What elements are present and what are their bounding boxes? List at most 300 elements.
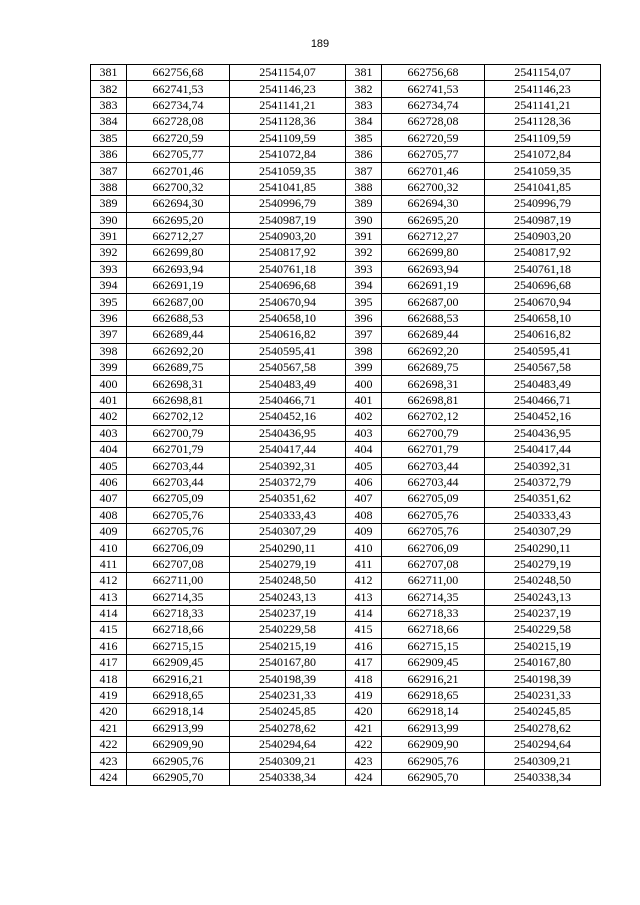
point-number-cell: 394	[346, 278, 382, 294]
table-row	[346, 261, 601, 277]
x-coordinate-cell: 662701,46	[382, 163, 485, 179]
x-coordinate-cell: 662700,32	[127, 179, 230, 195]
table-row	[91, 622, 346, 638]
table-row	[91, 130, 346, 146]
x-coordinate-cell: 662909,90	[127, 737, 230, 753]
x-coordinate-cell: 662695,20	[382, 212, 485, 228]
table-row	[346, 392, 601, 408]
point-number-cell: 407	[346, 491, 382, 507]
table-row	[91, 409, 346, 425]
table-row	[346, 507, 601, 523]
x-coordinate-cell: 662756,68	[127, 65, 230, 81]
x-coordinate-cell: 662714,35	[127, 589, 230, 605]
point-number-cell: 392	[91, 245, 127, 261]
y-coordinate-cell: 2540215,19	[230, 638, 346, 654]
x-coordinate-cell: 662909,90	[382, 737, 485, 753]
table-row	[91, 278, 346, 294]
x-coordinate-cell: 662702,12	[382, 409, 485, 425]
point-number-cell: 399	[346, 360, 382, 376]
y-coordinate-cell: 2540392,31	[230, 458, 346, 474]
x-coordinate-cell: 662698,31	[382, 376, 485, 392]
y-coordinate-cell: 2540229,58	[485, 622, 601, 638]
x-coordinate-cell: 662712,27	[382, 228, 485, 244]
point-number-cell: 421	[91, 720, 127, 736]
x-coordinate-cell: 662699,80	[382, 245, 485, 261]
table-row	[346, 81, 601, 97]
point-number-cell: 398	[91, 343, 127, 359]
point-number-cell: 382	[346, 81, 382, 97]
x-coordinate-cell: 662692,20	[382, 343, 485, 359]
point-number-cell: 389	[346, 196, 382, 212]
y-coordinate-cell: 2540245,85	[485, 704, 601, 720]
point-number-cell: 395	[346, 294, 382, 310]
x-coordinate-cell: 662692,20	[127, 343, 230, 359]
x-coordinate-cell: 662918,14	[382, 704, 485, 720]
x-coordinate-cell: 662728,08	[127, 114, 230, 130]
y-coordinate-cell: 2541154,07	[485, 65, 601, 81]
y-coordinate-cell: 2540658,10	[230, 310, 346, 326]
x-coordinate-cell: 662705,76	[127, 523, 230, 539]
y-coordinate-cell: 2540245,85	[230, 704, 346, 720]
point-number-cell: 392	[346, 245, 382, 261]
point-number-cell: 391	[91, 228, 127, 244]
x-coordinate-cell: 662705,77	[127, 146, 230, 162]
table-row	[346, 753, 601, 769]
x-coordinate-cell: 662694,30	[127, 196, 230, 212]
table-row	[91, 753, 346, 769]
table-row	[346, 687, 601, 703]
x-coordinate-cell: 662691,19	[127, 278, 230, 294]
y-coordinate-cell: 2541109,59	[230, 130, 346, 146]
table-row	[346, 704, 601, 720]
point-number-cell: 390	[346, 212, 382, 228]
x-coordinate-cell: 662756,68	[382, 65, 485, 81]
point-number-cell: 421	[346, 720, 382, 736]
point-number-cell: 413	[346, 589, 382, 605]
x-coordinate-cell: 662706,09	[127, 540, 230, 556]
point-number-cell: 419	[346, 687, 382, 703]
y-coordinate-cell: 2540903,20	[230, 228, 346, 244]
table-row	[346, 376, 601, 392]
table-row	[91, 507, 346, 523]
table-row	[91, 261, 346, 277]
x-coordinate-cell: 662705,09	[127, 491, 230, 507]
y-coordinate-cell: 2541072,84	[230, 146, 346, 162]
table-row	[346, 556, 601, 572]
table-row	[346, 327, 601, 343]
y-coordinate-cell: 2540817,92	[230, 245, 346, 261]
table-row	[91, 523, 346, 539]
table-row	[346, 720, 601, 736]
y-coordinate-cell: 2541141,21	[485, 97, 601, 113]
table-row	[91, 294, 346, 310]
y-coordinate-cell: 2540351,62	[230, 491, 346, 507]
y-coordinate-cell: 2540670,94	[230, 294, 346, 310]
y-coordinate-cell: 2540215,19	[485, 638, 601, 654]
table-row	[346, 294, 601, 310]
table-row	[91, 441, 346, 457]
table-row	[91, 114, 346, 130]
table-row	[346, 425, 601, 441]
x-coordinate-cell: 662714,35	[382, 589, 485, 605]
x-coordinate-cell: 662689,44	[382, 327, 485, 343]
table-row	[91, 687, 346, 703]
point-number-cell: 405	[346, 458, 382, 474]
x-coordinate-cell: 662909,45	[382, 655, 485, 671]
point-number-cell: 410	[91, 540, 127, 556]
table-row	[91, 310, 346, 326]
point-number-cell: 386	[91, 146, 127, 162]
point-number-cell: 420	[346, 704, 382, 720]
table-row	[91, 245, 346, 261]
point-number-cell: 396	[91, 310, 127, 326]
point-number-cell: 408	[346, 507, 382, 523]
y-coordinate-cell: 2541059,35	[230, 163, 346, 179]
point-number-cell: 406	[91, 474, 127, 490]
y-coordinate-cell: 2540333,43	[485, 507, 601, 523]
table-row	[91, 655, 346, 671]
x-coordinate-cell: 662913,99	[382, 720, 485, 736]
point-number-cell: 424	[91, 769, 127, 785]
x-coordinate-cell: 662720,59	[382, 130, 485, 146]
point-number-cell: 411	[91, 556, 127, 572]
table-row	[91, 556, 346, 572]
point-number-cell: 415	[91, 622, 127, 638]
table-row	[346, 146, 601, 162]
y-coordinate-cell: 2540290,11	[485, 540, 601, 556]
table-row	[91, 196, 346, 212]
x-coordinate-cell: 662689,75	[382, 360, 485, 376]
x-coordinate-cell: 662916,21	[127, 671, 230, 687]
x-coordinate-cell: 662705,77	[382, 146, 485, 162]
y-coordinate-cell: 2540987,19	[230, 212, 346, 228]
y-coordinate-cell: 2540670,94	[485, 294, 601, 310]
y-coordinate-cell: 2540278,62	[230, 720, 346, 736]
x-coordinate-cell: 662741,53	[127, 81, 230, 97]
y-coordinate-cell: 2540987,19	[485, 212, 601, 228]
y-coordinate-cell: 2541128,36	[485, 114, 601, 130]
table-row	[91, 704, 346, 720]
x-coordinate-cell: 662718,33	[127, 605, 230, 621]
x-coordinate-cell: 662718,33	[382, 605, 485, 621]
point-number-cell: 393	[91, 261, 127, 277]
y-coordinate-cell: 2540616,82	[485, 327, 601, 343]
table-row	[91, 146, 346, 162]
x-coordinate-cell: 662706,09	[382, 540, 485, 556]
y-coordinate-cell: 2540761,18	[230, 261, 346, 277]
y-coordinate-cell: 2540338,34	[485, 769, 601, 785]
point-number-cell: 419	[91, 687, 127, 703]
y-coordinate-cell: 2540279,19	[230, 556, 346, 572]
x-coordinate-cell: 662905,70	[382, 769, 485, 785]
page-number: 189	[310, 38, 330, 50]
point-number-cell: 404	[91, 441, 127, 457]
point-number-cell: 417	[346, 655, 382, 671]
x-coordinate-cell: 662705,76	[382, 507, 485, 523]
point-number-cell: 422	[91, 737, 127, 753]
y-coordinate-cell: 2540903,20	[485, 228, 601, 244]
table-row	[91, 65, 346, 81]
y-coordinate-cell: 2540333,43	[230, 507, 346, 523]
point-number-cell: 393	[346, 261, 382, 277]
point-number-cell: 388	[91, 179, 127, 195]
y-coordinate-cell: 2541146,23	[485, 81, 601, 97]
point-number-cell: 383	[346, 97, 382, 113]
y-coordinate-cell: 2540307,29	[485, 523, 601, 539]
x-coordinate-cell: 662687,00	[382, 294, 485, 310]
y-coordinate-cell: 2540761,18	[485, 261, 601, 277]
point-number-cell: 390	[91, 212, 127, 228]
x-coordinate-cell: 662728,08	[382, 114, 485, 130]
x-coordinate-cell: 662703,44	[127, 474, 230, 490]
table-row	[91, 425, 346, 441]
table-row	[91, 343, 346, 359]
y-coordinate-cell: 2540452,16	[230, 409, 346, 425]
point-number-cell: 409	[346, 523, 382, 539]
x-coordinate-cell: 662703,44	[382, 458, 485, 474]
y-coordinate-cell: 2540372,79	[230, 474, 346, 490]
point-number-cell: 381	[346, 65, 382, 81]
table-body	[91, 65, 346, 786]
x-coordinate-cell: 662913,99	[127, 720, 230, 736]
x-coordinate-cell: 662734,74	[127, 97, 230, 113]
table-row	[346, 655, 601, 671]
point-number-cell: 403	[91, 425, 127, 441]
table-row	[346, 605, 601, 621]
x-coordinate-cell: 662705,76	[127, 507, 230, 523]
y-coordinate-cell: 2540567,58	[230, 360, 346, 376]
y-coordinate-cell: 2541141,21	[230, 97, 346, 113]
y-coordinate-cell: 2540466,71	[230, 392, 346, 408]
point-number-cell: 382	[91, 81, 127, 97]
table-row	[346, 360, 601, 376]
table-row	[346, 196, 601, 212]
y-coordinate-cell: 2540231,33	[485, 687, 601, 703]
table-row	[346, 622, 601, 638]
table-row	[91, 720, 346, 736]
point-number-cell: 400	[346, 376, 382, 392]
y-coordinate-cell: 2540392,31	[485, 458, 601, 474]
table-row	[91, 163, 346, 179]
x-coordinate-cell: 662905,76	[127, 753, 230, 769]
point-number-cell: 399	[91, 360, 127, 376]
y-coordinate-cell: 2540237,19	[485, 605, 601, 621]
x-coordinate-cell: 662700,79	[382, 425, 485, 441]
x-coordinate-cell: 662718,66	[382, 622, 485, 638]
point-number-cell: 381	[91, 65, 127, 81]
y-coordinate-cell: 2540436,95	[485, 425, 601, 441]
table-row	[346, 589, 601, 605]
x-coordinate-cell: 662688,53	[382, 310, 485, 326]
table-row	[346, 212, 601, 228]
y-coordinate-cell: 2540452,16	[485, 409, 601, 425]
x-coordinate-cell: 662698,81	[127, 392, 230, 408]
y-coordinate-cell: 2540309,21	[230, 753, 346, 769]
y-coordinate-cell: 2541072,84	[485, 146, 601, 162]
point-number-cell: 403	[346, 425, 382, 441]
table-row	[346, 409, 601, 425]
table-row	[91, 671, 346, 687]
point-number-cell: 406	[346, 474, 382, 490]
y-coordinate-cell: 2540167,80	[485, 655, 601, 671]
point-number-cell: 416	[91, 638, 127, 654]
y-coordinate-cell: 2540595,41	[230, 343, 346, 359]
x-coordinate-cell: 662718,66	[127, 622, 230, 638]
x-coordinate-cell: 662687,00	[127, 294, 230, 310]
x-coordinate-cell: 662905,70	[127, 769, 230, 785]
y-coordinate-cell: 2540483,49	[230, 376, 346, 392]
table-row	[91, 589, 346, 605]
y-coordinate-cell: 2540198,39	[230, 671, 346, 687]
x-coordinate-cell: 662703,44	[127, 458, 230, 474]
x-coordinate-cell: 662918,65	[382, 687, 485, 703]
y-coordinate-cell: 2540231,33	[230, 687, 346, 703]
point-number-cell: 384	[346, 114, 382, 130]
point-number-cell: 408	[91, 507, 127, 523]
y-coordinate-cell: 2540996,79	[230, 196, 346, 212]
point-number-cell: 386	[346, 146, 382, 162]
y-coordinate-cell: 2540417,44	[485, 441, 601, 457]
y-coordinate-cell: 2540351,62	[485, 491, 601, 507]
point-number-cell: 411	[346, 556, 382, 572]
table-row	[91, 179, 346, 195]
point-number-cell: 415	[346, 622, 382, 638]
table-row	[346, 523, 601, 539]
y-coordinate-cell: 2541041,85	[485, 179, 601, 195]
x-coordinate-cell: 662715,15	[382, 638, 485, 654]
y-coordinate-cell: 2540294,64	[485, 737, 601, 753]
table-row	[346, 228, 601, 244]
y-coordinate-cell: 2540417,44	[230, 441, 346, 457]
point-number-cell: 387	[346, 163, 382, 179]
point-number-cell: 412	[91, 573, 127, 589]
y-coordinate-cell: 2540198,39	[485, 671, 601, 687]
x-coordinate-cell: 662694,30	[382, 196, 485, 212]
point-number-cell: 385	[346, 130, 382, 146]
table-row	[91, 474, 346, 490]
x-coordinate-cell: 662699,80	[127, 245, 230, 261]
point-number-cell: 383	[91, 97, 127, 113]
point-number-cell: 402	[346, 409, 382, 425]
x-coordinate-cell: 662909,45	[127, 655, 230, 671]
table-row	[346, 278, 601, 294]
table-row	[346, 130, 601, 146]
point-number-cell: 417	[91, 655, 127, 671]
point-number-cell: 424	[346, 769, 382, 785]
table-row	[346, 737, 601, 753]
point-number-cell: 413	[91, 589, 127, 605]
x-coordinate-cell: 662693,94	[382, 261, 485, 277]
y-coordinate-cell: 2540167,80	[230, 655, 346, 671]
table-row	[91, 540, 346, 556]
point-number-cell: 400	[91, 376, 127, 392]
point-number-cell: 423	[346, 753, 382, 769]
y-coordinate-cell: 2540696,68	[485, 278, 601, 294]
y-coordinate-cell: 2540595,41	[485, 343, 601, 359]
point-number-cell: 414	[346, 605, 382, 621]
table-row	[346, 638, 601, 654]
table-row	[91, 737, 346, 753]
point-number-cell: 387	[91, 163, 127, 179]
point-number-cell: 423	[91, 753, 127, 769]
x-coordinate-cell: 662702,12	[127, 409, 230, 425]
table-row	[346, 114, 601, 130]
x-coordinate-cell: 662905,76	[382, 753, 485, 769]
table-row	[91, 360, 346, 376]
y-coordinate-cell: 2540243,13	[230, 589, 346, 605]
x-coordinate-cell: 662700,32	[382, 179, 485, 195]
point-number-cell: 418	[346, 671, 382, 687]
x-coordinate-cell: 662691,19	[382, 278, 485, 294]
table-row	[91, 458, 346, 474]
x-coordinate-cell: 662693,94	[127, 261, 230, 277]
table-row	[346, 310, 601, 326]
table-body	[346, 65, 601, 786]
y-coordinate-cell: 2540229,58	[230, 622, 346, 638]
point-number-cell: 394	[91, 278, 127, 294]
x-coordinate-cell: 662701,79	[127, 441, 230, 457]
point-number-cell: 395	[91, 294, 127, 310]
x-coordinate-cell: 662918,65	[127, 687, 230, 703]
y-coordinate-cell: 2541128,36	[230, 114, 346, 130]
table-row	[91, 81, 346, 97]
x-coordinate-cell: 662715,15	[127, 638, 230, 654]
point-number-cell: 412	[346, 573, 382, 589]
table-row	[91, 638, 346, 654]
point-number-cell: 404	[346, 441, 382, 457]
x-coordinate-cell: 662700,79	[127, 425, 230, 441]
point-number-cell: 397	[346, 327, 382, 343]
x-coordinate-cell: 662720,59	[127, 130, 230, 146]
y-coordinate-cell: 2541109,59	[485, 130, 601, 146]
table-row	[346, 458, 601, 474]
y-coordinate-cell: 2540466,71	[485, 392, 601, 408]
y-coordinate-cell: 2540436,95	[230, 425, 346, 441]
table-row	[346, 540, 601, 556]
y-coordinate-cell: 2540278,62	[485, 720, 601, 736]
table-row	[91, 392, 346, 408]
table-row	[346, 769, 601, 785]
table-row	[346, 671, 601, 687]
x-coordinate-cell: 662741,53	[382, 81, 485, 97]
table-row	[346, 441, 601, 457]
y-coordinate-cell: 2540309,21	[485, 753, 601, 769]
x-coordinate-cell: 662688,53	[127, 310, 230, 326]
point-number-cell: 420	[91, 704, 127, 720]
y-coordinate-cell: 2541059,35	[485, 163, 601, 179]
x-coordinate-cell: 662918,14	[127, 704, 230, 720]
y-coordinate-cell: 2540567,58	[485, 360, 601, 376]
point-number-cell: 388	[346, 179, 382, 195]
point-number-cell: 398	[346, 343, 382, 359]
table-row	[346, 97, 601, 113]
table-row	[91, 491, 346, 507]
x-coordinate-cell: 662701,79	[382, 441, 485, 457]
point-number-cell: 401	[91, 392, 127, 408]
point-number-cell: 409	[91, 523, 127, 539]
x-coordinate-cell: 662695,20	[127, 212, 230, 228]
y-coordinate-cell: 2541146,23	[230, 81, 346, 97]
table-row	[91, 212, 346, 228]
x-coordinate-cell: 662707,08	[127, 556, 230, 572]
y-coordinate-cell: 2540279,19	[485, 556, 601, 572]
point-number-cell: 397	[91, 327, 127, 343]
table-row	[346, 65, 601, 81]
x-coordinate-cell: 662705,76	[382, 523, 485, 539]
y-coordinate-cell: 2540237,19	[230, 605, 346, 621]
point-number-cell: 401	[346, 392, 382, 408]
y-coordinate-cell: 2540307,29	[230, 523, 346, 539]
